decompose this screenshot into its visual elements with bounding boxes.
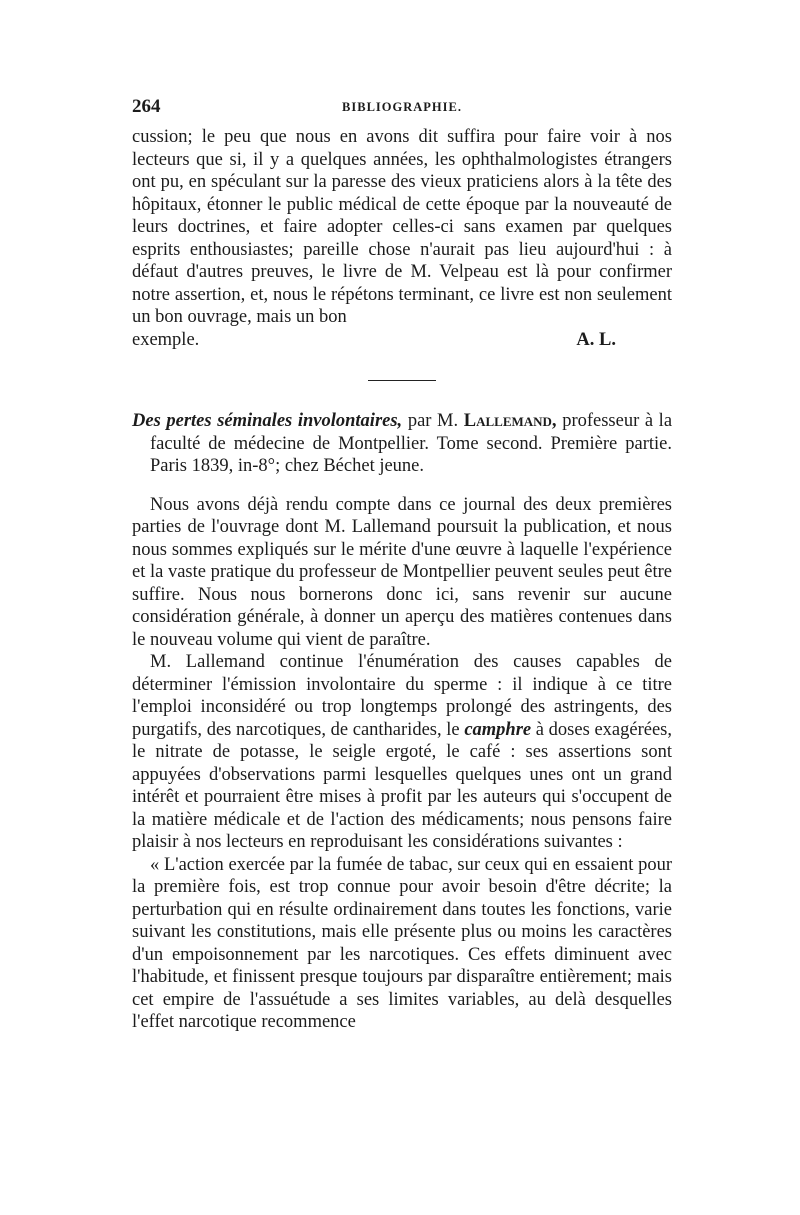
- review-paragraph-2-start: M. Lallemand continue l'énumération des causes capables de déterminer l'émission involontaire du sperme : il indique à ce titre l'emploi inconsidéré ou trop longtemps prolongé des astringents, des purgatifs, des narcotiques, de cantharides, le: [132, 652, 672, 740]
- entry-author: Lallemand,: [463, 411, 557, 431]
- running-head: BIBLIOGRAPHIE.: [342, 100, 462, 114]
- page-number: 264: [132, 96, 161, 117]
- section-divider: [368, 380, 436, 381]
- review-signature: A. L.: [576, 329, 616, 350]
- bibliography-entry: [132, 410, 672, 478]
- intro-closing: [132, 329, 672, 352]
- entry-by: par M.: [407, 411, 459, 431]
- review-quotation: « L'action exercée par la fumée de tabac, sur ceux qui en essaient pour la première fois, est trop connue pour avoir besoin d'être décrite; la perturbation qui en résulte ordinairement dans toutes les fonctions, varie suivant les constitutions, mais elle présente plus ou moins les caractères d'un empoisonnement par les narcotiques. Ces effets diminuent avec l'habitude, et finissent presque toujours par disparaître entièrement; mais cet empire de l'assuétude a ses limites variables, au delà desquelles l'effet narcotique recommence: [132, 854, 672, 1032]
- intro-paragraph: cussion; le peu que nous en avons dit suffira pour faire voir à nos lecteurs que si, il y a quelques années, les ophthalmologistes étrangers ont pu, en spéculant sur la paresse des vieux praticiens alors à la tête des hôpitaux, étonner le public médical de cette époque par la nouveauté de leurs doctrines, et faire adopter celles-ci sans examen par quelques esprits enthousiastes; pareille chose n'aurait pas lieu aujourd'hui : à défaut d'autres preuves, le livre de M. Velpeau est là pour confirmer notre assertion, et, nous le répétons terminant, ce livre est non seulement un bon ouvrage, mais un bon: [132, 127, 672, 327]
- review-paragraph-2: [132, 651, 672, 854]
- review-paragraph-2-end: à doses exagérées, le nitrate de potasse, le seigle ergoté, le café : ses assertions sont appuyées d'observations parmi lesquelles quelques unes ont un grand intérêt et pourraient être mises à profit par les auteurs qui s'occupent de la matière médicale et de l'action des médicaments; nous pensons faire plaisir à nos lecteurs en reproduisant les considérations suivantes :: [132, 719, 672, 852]
- review-body: [132, 494, 672, 1034]
- page-header: [132, 96, 672, 126]
- spacer: [132, 478, 672, 494]
- entry-details: professeur à la faculté de médecine de Montpellier. Tome second. Première partie. Paris 1839, in-8°; chez Béchet jeune.: [150, 411, 673, 476]
- intro-last-line: exemple.: [132, 329, 200, 350]
- entry-title: Des pertes séminales involontaires,: [132, 411, 403, 431]
- emphasis-camphre: camphre: [464, 719, 532, 740]
- book-page: [132, 96, 672, 1034]
- review-paragraph-1: Nous avons déjà rendu compte dans ce journal des deux premières parties de l'ouvrage dont M. Lallemand poursuit la publication, et nous nous sommes expliqués sur le mérite d'une œuvre à laquelle l'expérience et la vaste pratique du professeur de Montpellier peuvent seules peut être suffire. Nous nous bornerons donc ici, sans revenir sur aucune considération générale, à donner un aperçu des matières contenues dans le nouveau volume qui vient de paraître.: [132, 494, 672, 650]
